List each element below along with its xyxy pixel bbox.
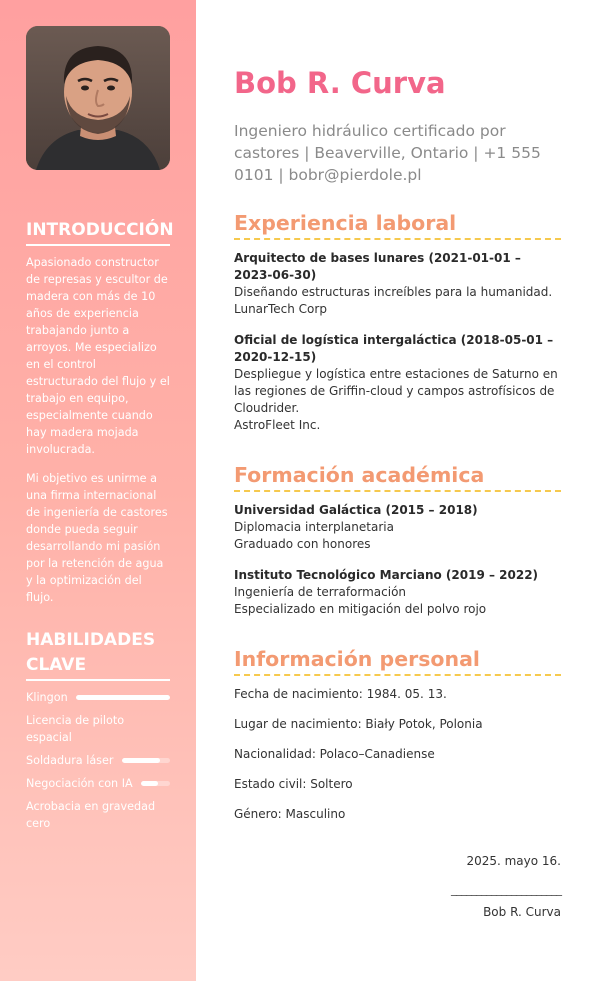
entry-title: Instituto Tecnológico Marciano (2019 – 2022) <box>234 568 539 582</box>
person-name: Bob R. Curva <box>234 66 446 100</box>
experience-entry <box>234 332 561 434</box>
profile-photo-icon <box>26 26 170 170</box>
personal-info-heading: Información personal <box>234 646 561 676</box>
birth-place: Lugar de nacimiento: Biały Potok, Polonia <box>234 717 483 731</box>
skill-name: Negociación con IA <box>26 777 133 790</box>
main-content <box>234 0 561 921</box>
skill-level-bar <box>76 695 170 700</box>
entry-title: Arquitecto de bases lunares (2021-01-01 – 2023-06-30) <box>234 251 521 282</box>
entry-line: Ingeniería de terraformación <box>234 585 407 599</box>
entry-line: Especializado en mitigación del polvo rojo <box>234 602 487 616</box>
education-entry <box>234 567 561 618</box>
experience-heading: Experiencia laboral <box>234 210 561 240</box>
entry-title: Oficial de logística intergaláctica (2018-05-01 – 2020-12-15) <box>234 333 554 364</box>
education-entry <box>234 502 561 553</box>
experience-entry <box>234 250 561 318</box>
skill-zero-gravity <box>26 798 170 832</box>
nationality: Nacionalidad: Polaco–Canadiense <box>234 747 435 761</box>
contact-line: Ingeniero hidráulico certificado por castores | Beaverville, Ontario | +1 555 0101 | bobr@pierdole.pl <box>234 122 541 184</box>
entry-line: Diseñando estructuras increíbles para la humanidad. <box>234 285 553 299</box>
skill-klingon <box>26 689 170 706</box>
education-heading: Formación académica <box>234 462 561 492</box>
skill-name: Acrobacia en gravedad cero <box>26 800 156 830</box>
signature-date: 2025. mayo 16. <box>466 854 561 868</box>
entry-company: LunarTech Corp <box>234 302 327 316</box>
skill-laser-welding <box>26 752 170 769</box>
sidebar <box>0 0 196 981</box>
intro-paragraph-2: Mi objetivo es unirme a una firma internacional de ingeniería de castores donde pueda seguir desarrollando mi pasión por la retención de agua y la optimización del flujo. <box>26 472 168 604</box>
marital-status: Estado civil: Soltero <box>234 777 353 791</box>
intro-paragraph-1: Apasionado constructor de represas y escultor de madera con más de 10 años de experiencia trabajando junto a arroyos. Me especializo en el control estructurado del flujo y el trabajo en equipo, especialmente cuando hay madera mojada involucrada. <box>26 256 170 456</box>
skill-pilot-license <box>26 712 170 746</box>
skills-heading: HABILIDADES CLAVE <box>26 628 170 681</box>
entry-title: Universidad Galáctica (2015 – 2018) <box>234 503 478 517</box>
intro-heading: INTRODUCCIÓN <box>26 218 170 246</box>
skill-name: Soldadura láser <box>26 754 114 767</box>
signature-name: Bob R. Curva <box>483 905 561 919</box>
entry-line: Graduado con honores <box>234 537 371 551</box>
gender: Género: Masculino <box>234 807 346 821</box>
birth-date: Fecha de nacimiento: 1984. 05. 13. <box>234 687 447 701</box>
skill-name: Klingon <box>26 691 68 704</box>
profile-photo <box>26 26 170 170</box>
skill-level-bar <box>122 758 171 763</box>
skill-name: Licencia de piloto espacial <box>26 714 125 744</box>
skill-ai-negotiation <box>26 775 170 792</box>
signature-line: ______________________ <box>451 882 561 896</box>
entry-company: AstroFleet Inc. <box>234 418 321 432</box>
entry-line: Diplomacia interplanetaria <box>234 520 394 534</box>
skill-level-bar <box>141 781 170 786</box>
entry-line: Despliegue y logística entre estaciones de Saturno en las regiones de Griffin-cloud y campos astrofísicos de Cloudrider. <box>234 367 558 415</box>
